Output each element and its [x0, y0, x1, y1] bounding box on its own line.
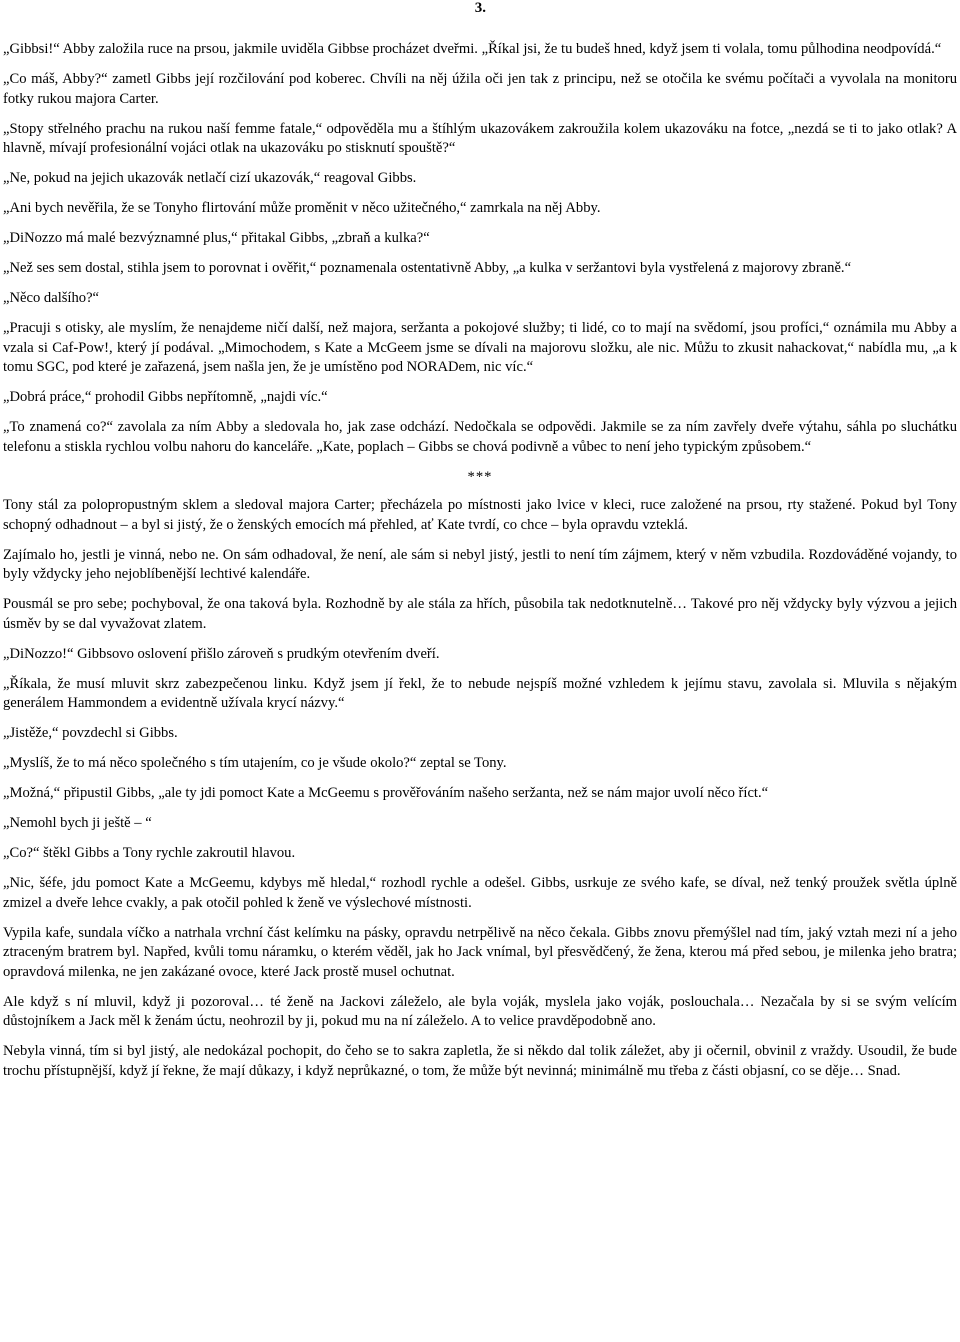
paragraph: Ale když s ní mluvil, když ji pozoroval… té ženě na Jackovi záleželo, ale byla voják, myslela jako voják, poslouchala… Nezačala by si se svým velícím důstojníkem a Jack měl k ženám úctu, neohrozil by ji, pokud mu na ní záleželo. A to velice pravděpodobně ano. — [3, 993, 957, 1029]
paragraph: „Pracuji s otisky, ale myslím, že nenajdeme ničí další, než majora, seržanta a pokojové služby; ti lidé, co to mají na svědomí, jsou profíci,“ oznámila mu Abby a vzala si Caf-Pow!, který jí podával. „Mimochodem, s Kate a McGeem jsme se dívali na majorovu složku, ale nic. Můžu to zkusit nahackovat,“ nabídla mu, „a k tomu SGC, pod které je zařazená, jsem našla jen, že je umístěno pod NORADem, nic víc.“ — [3, 320, 957, 375]
paragraph: Pousmál se pro sebe; pochyboval, že ona taková byla. Rozhodně by ale stála za hřích, působila tak nedotknutelně… Takové pro něj vždycky byly výzvou a jejich úsměv by se dal vyvažovat zlatem. — [3, 596, 957, 632]
paragraph: „Říkala, že musí mluvit skrz zabezpečenou linku. Když jsem jí řekl, že to nebude nejspíš možné vzhledem k jejímu stavu, zavolala si. Mluvila s nějakým generálem Hammondem a evidentně užívala krycí názvy.“ — [3, 675, 957, 711]
paragraph: „Nic, šéfe, jdu pomoct Kate a McGeemu, kdybys mě hledal,“ rozhodl rychle a odešel. Gibbs, usrkuje ze svého kafe, se díval, než tenký proužek světla úplně zmizel a dveře lehce cvakly, a pak otočil pohled k ženě ve výslechové místnosti. — [3, 875, 957, 911]
paragraph: „Ani bych nevěřila, že se Tonyho flirtování může proměnit v něco užitečného,“ zamrkala na něj Abby. — [3, 200, 601, 216]
paragraph: „DiNozzo!“ Gibbsovo oslovení přišlo zároveň s prudkým otevřením dveří. — [3, 645, 440, 662]
paragraph: Zajímalo ho, jestli je vinná, nebo ne. On sám odhadoval, že není, ale sám si nebyl jistý, jestli to není tím zájmem, který v něm vzbudila. Rozdováděné vojandy, to byly vždycky jeho nejoblíbenější lechtivé kalendáře. — [3, 546, 957, 582]
paragraph: Vypila kafe, sundala víčko a natrhala vrchní část kelímku na pásky, opravdu netrpělivě na něco čekala. Gibbs znovu přemýšlel nad tím, jaký vztah mezi ní a jeho ztraceným bratrem byl. Napřed, kvůli tomu náramku, o kterém věděl, jak ho Jack vnímal, byl přesvědčený, že žena, kterou má před sebou, je milenka jeho bratra; opravdová milenka, ne jen zakázané ovoce, které Jack prostě musel ochutnat. — [3, 924, 957, 980]
paragraph: Nebyla vinná, tím si byl jistý, ale nedokázal pochopit, do čeho se to sakra zapletla, že si někdo dal tolik záležet, aby ji očernil, obvinil z vraždy. Usoudil, že bude trochu přístupnější, když jí řekne, že mají důkazy, i když neprůkazné, o tom, že může být nevinná; minimálně mu třeba z části objasní, co se děje… Snad. — [3, 1043, 957, 1079]
paragraph: „Stopy střelného prachu na rukou naší femme fatale,“ odpověděla mu a štíhlým ukazovákem zakroužila kolem ukazováku na fotce, „nezdá se ti to jako otlak? A hlavně, mívají profesionální vojáci otlak na ukazováku po stisknutí spouště?“ — [3, 120, 957, 156]
paragraph: Tony stál za polopropustným sklem a sledoval majora Carter; přecházela po místnosti jako lvice v kleci, ruce založené na prsou, rty stažené. Pokud byl Tony schopný odhadnout – a byl si jistý, že o ženských emocích má přehled, ať Kate tvrdí, co chce – byla opravdu vzteklá. — [3, 497, 957, 533]
paragraph: „Co máš, Abby?“ zametl Gibbs její rozčilování pod koberec. Chvíli na něj úžila oči jen tak z principu, než se otočila ke svému počítači a vyvolala na monitoru fotky rukou majora Carter. — [3, 71, 957, 107]
paragraph: „Něco dalšího?“ — [3, 290, 100, 306]
paragraph: „To znamená co?“ zavolala za ním Abby a sledovala ho, jak zase odchází. Nedočkala se odpovědi. Jakmile se za ním zavřely dveře výtahu, sáhla po sluchátku telefonu a stiskla rychlou volbu nahoru do kanceláře. „Kate, poplach – Gibbs se chová podivně a vůbec to není jeho typickým způsobem.“ — [3, 419, 957, 455]
paragraph: „Nemohl bych ji ještě – “ — [3, 815, 152, 831]
paragraph: „Dobrá práce,“ prohodil Gibbs nepřítomně, „najdi víc.“ — [3, 389, 328, 405]
paragraph: „Než ses sem dostal, stihla jsem to porovnat i ověřit,“ poznamenala ostentativně Abby, „a kulka v seržantovi byla vystřelená z majorovy zbraně.“ — [3, 260, 852, 276]
paragraph: „DiNozzo má malé bezvýznamné plus,“ přitakal Gibbs, „zbraň a kulka?“ — [3, 230, 430, 246]
paragraph: „Jistěže,“ povzdechl si Gibbs. — [3, 725, 178, 741]
page-number: 3. — [474, 0, 486, 16]
paragraph: „Co?“ štěkl Gibbs a Tony rychle zakroutil hlavou. — [3, 845, 296, 861]
paragraph: „Možná,“ připustil Gibbs, „ale ty jdi pomoct Kate a McGeemu s prověřováním našeho seržanta, než se nám major uvolí něco říct.“ — [3, 785, 769, 801]
paragraph: „Gibbsi!“ Abby založila ruce na prsou, jakmile uviděla Gibbse procházet dveřmi. „Říkal jsi, že tu budeš hned, když jsem ti volala, tomu půlhodina neodpovídá.“ — [3, 41, 942, 57]
paragraph: „Myslíš, že to má něco společného s tím utajením, co je všude okolo?“ zeptal se Tony. — [3, 755, 507, 771]
document-body — [3, 40, 957, 1092]
scene-separator: *** — [467, 468, 493, 485]
paragraph: „Ne, pokud na jejich ukazovák netlačí cizí ukazovák,“ reagoval Gibbs. — [3, 170, 417, 186]
